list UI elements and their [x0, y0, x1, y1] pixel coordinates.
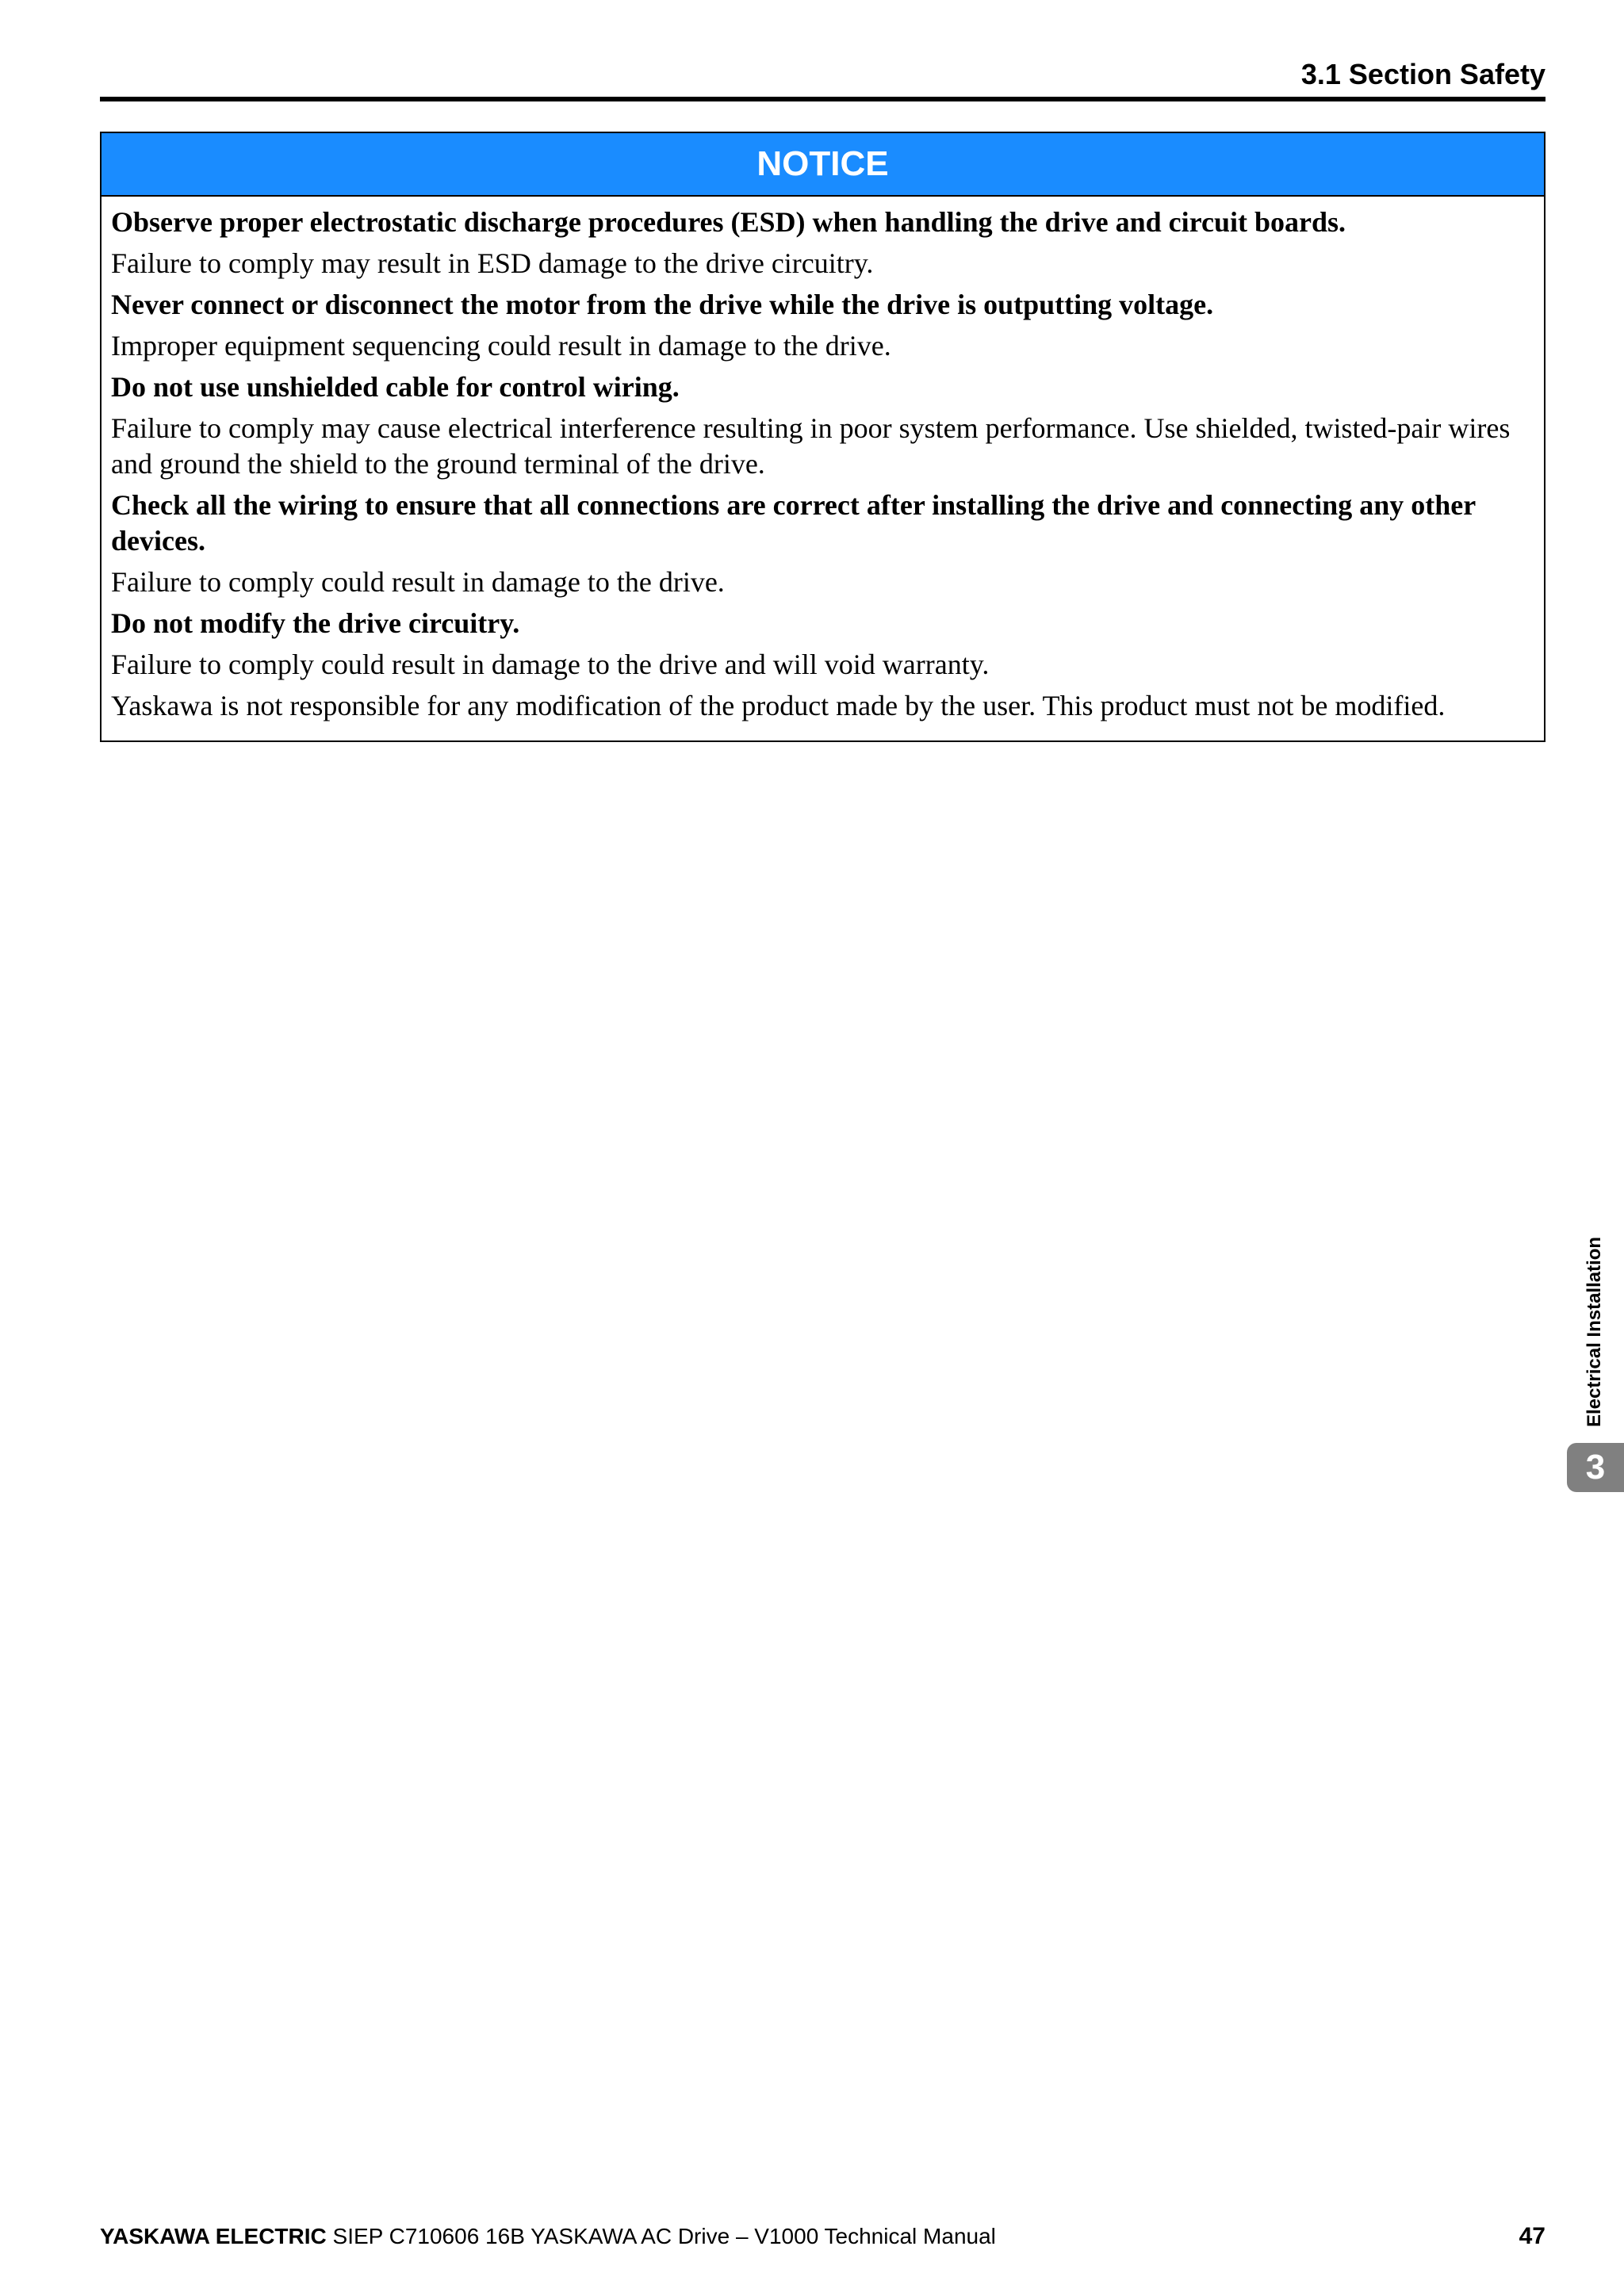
notice-line: Do not modify the drive circuitry.	[111, 607, 520, 639]
footer-document-title: SIEP C710606 16B YASKAWA AC Drive – V1000 Technical Manual	[326, 2224, 996, 2248]
notice-line: Never connect or disconnect the motor from the drive while the drive is outputting voltage.	[111, 289, 1214, 320]
notice-line: Failure to comply may cause electrical interference resulting in poor system performance. Use shielded, twisted-pair wires and ground the shield to the ground terminal of the drive.	[111, 412, 1511, 480]
notice-line: Failure to comply could result in damage to the drive and will void warranty.	[111, 649, 990, 680]
notice-line: Do not use unshielded cable for control wiring.	[111, 371, 680, 403]
page-footer	[100, 2223, 1545, 2250]
section-title: 3.1 Section Safety	[1300, 58, 1545, 90]
notice-body	[102, 197, 1544, 740]
notice-box	[100, 132, 1545, 742]
notice-title: NOTICE	[102, 133, 1544, 197]
notice-line: Check all the wiring to ensure that all connections are correct after installing the drive and connecting any other devices.	[111, 489, 1476, 557]
notice-line: Observe proper electrostatic discharge procedures (ESD) when handling the drive and circuit boards.	[111, 206, 1346, 238]
notice-line: Yaskawa is not responsible for any modification of the product made by the user. This product must not be modified.	[111, 690, 1446, 721]
notice-line: Failure to comply could result in damage to the drive.	[111, 566, 725, 598]
footer-brand: YASKAWA ELECTRIC	[100, 2224, 327, 2248]
chapter-side-label: Electrical Installation	[1584, 1236, 1605, 1427]
page-header	[100, 57, 1545, 101]
notice-line: Failure to comply may result in ESD damage to the drive circuitry.	[111, 247, 874, 279]
chapter-tab: 3	[1567, 1443, 1624, 1492]
page-number: 47	[1519, 2223, 1545, 2249]
notice-line: Improper equipment sequencing could result in damage to the drive.	[111, 330, 891, 362]
